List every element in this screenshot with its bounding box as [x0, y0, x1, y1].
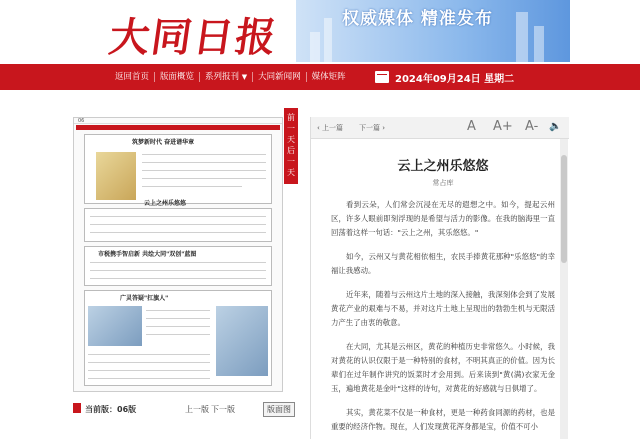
next-article-label: 下一篇: [359, 124, 380, 132]
text-line: [90, 216, 266, 217]
nav-menu: [110, 64, 351, 90]
prev-article-label: 上一篇: [322, 124, 344, 132]
skyline-decoration: [534, 26, 544, 62]
text-line: [90, 262, 266, 263]
text-line: [146, 334, 210, 335]
text-line: [88, 362, 210, 363]
nav-home[interactable]: [110, 72, 155, 82]
prev-page-link[interactable]: 上一版: [185, 405, 209, 414]
calendar-icon[interactable]: [375, 71, 389, 83]
article-area-2[interactable]: [84, 208, 272, 242]
next-page-link[interactable]: 下一版: [211, 405, 235, 414]
speaker-icon[interactable]: 🔈: [549, 121, 562, 132]
headline-1: 筑梦新时代 奋进谱华章: [132, 139, 195, 146]
main-nav: [0, 64, 640, 90]
nav-news-site[interactable]: [253, 72, 307, 82]
article-title: 云上之州乐悠悠: [397, 159, 489, 174]
chevron-down-icon: ▼: [241, 73, 248, 81]
text-line: [142, 170, 266, 171]
nav-series[interactable]: [200, 72, 253, 82]
text-line: [90, 232, 266, 233]
text-line: [90, 224, 266, 225]
page-map-button[interactable]: 版面图: [263, 402, 295, 417]
article-body: [311, 139, 559, 439]
nav-media-matrix-label: 媒体矩阵: [311, 72, 346, 82]
photo-3: [216, 306, 268, 376]
photo-2: [88, 306, 142, 346]
headline-4: 广灵答疑"扛旗人": [120, 295, 169, 302]
site-header: [0, 0, 640, 64]
article-paragraph: 其实，黄花菜不仅是一种食材，更是一种药食同源的药材，也是重要的经济作物。现在，人们发现黄花浑身都是宝，价值不可小: [331, 408, 555, 431]
text-line: [142, 154, 266, 155]
reader-toolbar: [311, 117, 569, 139]
article-paragraph: 在大同，尤其是云州区，黄花的种植历史非常悠久。小时候，我对黄花的认识仅限于是一种特别的食材，不明其真正的价值。因为长辈们在过年制作讲究的饭菜时才会用到。后来读到"黄(满)衣家无金玉，遍地黄花是金叶"这样的诗句，对黄花的好感就与日俱增了。: [331, 342, 555, 393]
text-line: [142, 162, 266, 163]
skyline-decoration: [310, 32, 320, 62]
nav-news-site-label: 大同新闻网: [258, 72, 301, 82]
scrollbar-thumb[interactable]: [561, 155, 567, 263]
text-line: [88, 370, 210, 371]
skyline-decoration: [324, 18, 332, 62]
text-line: [146, 318, 210, 319]
date-display: [375, 64, 514, 90]
current-page-value: 06版: [117, 405, 137, 414]
day-navigation-tab[interactable]: 前一天后一天: [284, 108, 298, 184]
text-line: [90, 278, 266, 279]
article-reader: [310, 117, 568, 439]
text-line: [146, 326, 210, 327]
site-logo[interactable]: 大同日报: [106, 14, 281, 61]
page-marker-icon: [73, 403, 81, 413]
text-line: [146, 310, 210, 311]
nav-series-label: 系列报刊: [205, 72, 240, 82]
font-increase-button[interactable]: A+: [493, 119, 513, 134]
promo-banner: [296, 0, 570, 62]
newspaper-page-thumbnail[interactable]: [73, 117, 283, 392]
current-page: [85, 404, 136, 415]
next-article-link[interactable]: 下一篇 ›: [359, 124, 386, 132]
article-paragraph: 近年来，随着与云州这片土地的深入接触，我深刻体会到了发展黄花产业的艰难与不易，并对这片土地上呈现出的勃勃生机与无限活力产生了由衷的敬意。: [331, 290, 555, 327]
nav-overview-label: 版面概览: [160, 72, 195, 82]
headline-3: 市税携手智启新 共绘大同"双创"蓝图: [98, 251, 197, 258]
article-paragraph: 如今，云州又与黄花相依相生，农民手捧黄花那种"乐悠悠"的幸福让我感动。: [331, 252, 555, 275]
nav-media-matrix[interactable]: [307, 72, 351, 82]
headline-2: 云上之州乐悠悠: [144, 200, 187, 207]
page-top-banner: [76, 125, 280, 130]
page-pager: [73, 402, 303, 418]
font-reset-button[interactable]: A: [467, 119, 476, 134]
article-scrollbar[interactable]: [560, 139, 568, 439]
current-date: 2024年09月24日 星期二: [395, 73, 515, 85]
page-header: 06: [74, 118, 282, 124]
article-paragraph: 看到云朵，人们常会沉浸在无尽的遐想之中。如今，提起云州区，许多人眼前即刻浮现的是希望与活力的影像。在我的脑海里一直回荡着这样一句话："云上之州，其乐悠悠。": [331, 200, 555, 237]
text-line: [88, 378, 210, 379]
prev-article-link[interactable]: ‹ 上一篇: [317, 124, 344, 132]
nav-overview[interactable]: [155, 72, 200, 82]
current-page-label: 当前版：: [85, 405, 117, 414]
article-author: 常占库: [432, 179, 454, 187]
text-line: [90, 270, 266, 271]
photo-1: [96, 152, 136, 200]
font-decrease-button[interactable]: A-: [525, 119, 539, 134]
skyline-decoration: [516, 12, 528, 62]
text-line: [142, 178, 266, 179]
text-line: [142, 186, 242, 187]
nav-home-label: 返回首页: [115, 72, 150, 82]
banner-slogan: 权威媒体 精准发布: [342, 9, 493, 29]
text-line: [88, 354, 210, 355]
